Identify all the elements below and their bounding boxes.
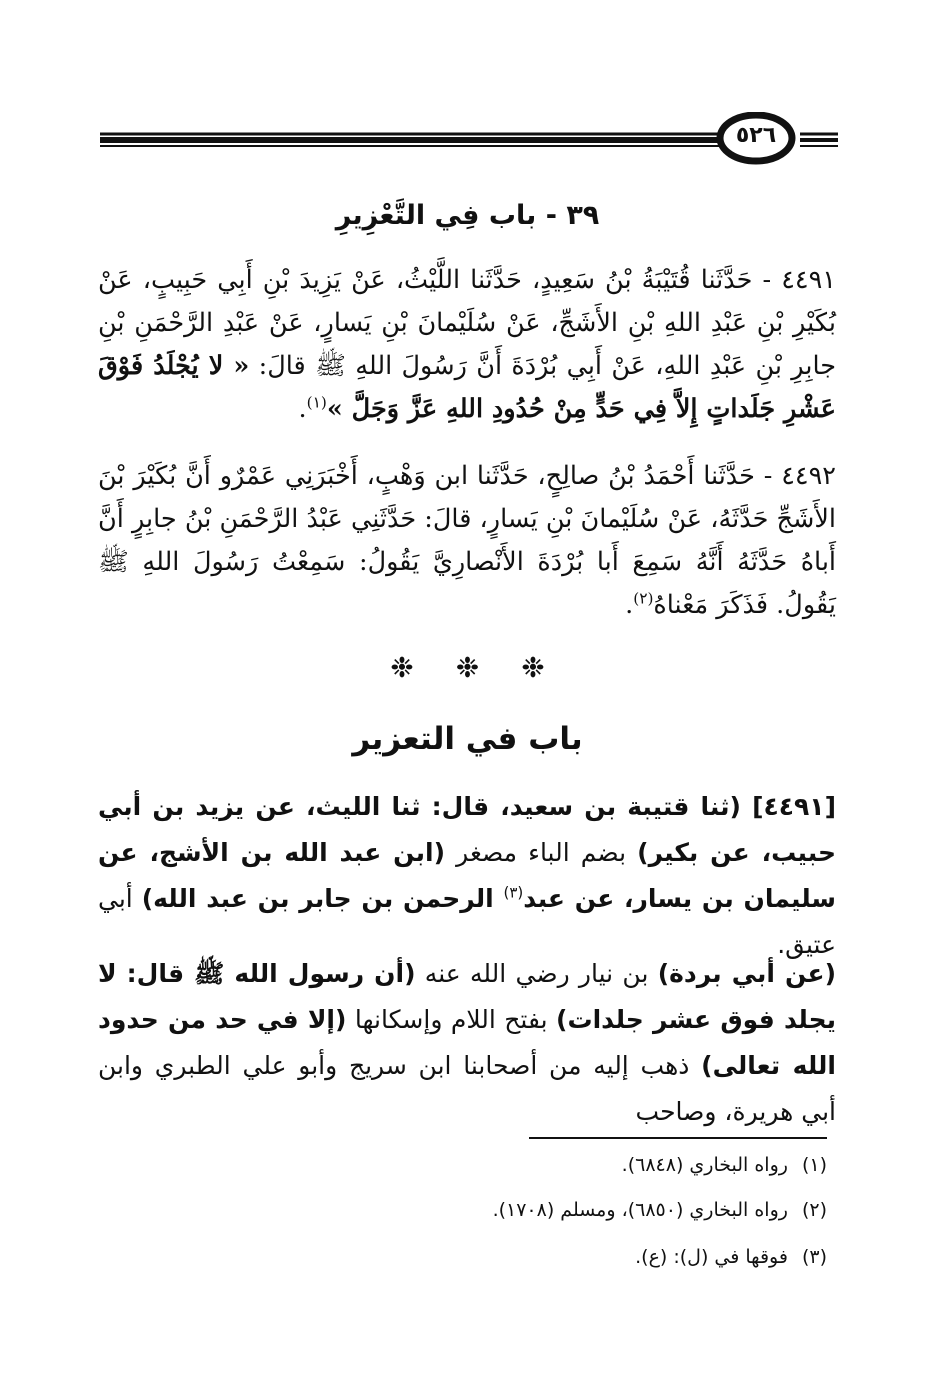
footnote-rule — [529, 1137, 827, 1139]
hadith-number: ٤٤٩٢ — [781, 461, 836, 491]
commentary-text: أبي عتيق. — [98, 884, 836, 959]
separator-star: ❉ — [455, 651, 480, 684]
commentary-paragraph — [98, 951, 836, 1135]
section-separator — [100, 650, 835, 686]
hadith-quote: « لا يُجْلَدُ فَوْقَ عَشْرِ جَلَداتٍ إِلاَّ فِي حَدٍّ مِنْ حُدُودِ اللهِ عَزَّ وَجَلَّ » — [98, 351, 836, 424]
footnote-text: فوقها في (ل): (ع). — [635, 1246, 788, 1268]
chapter-title: ٣٩ - باب فِي التَّعْزِيرِ — [335, 200, 600, 231]
footnote-ref: (١) — [306, 393, 327, 412]
hadith-number: ٤٤٩١ — [781, 265, 836, 295]
hadith-4491 — [98, 259, 836, 431]
separator-star: ❉ — [390, 651, 414, 684]
commentary-text: بفتح اللام وإسكانها — [346, 1005, 557, 1034]
commentary-text: بن نيار رضي الله عنه — [415, 959, 658, 988]
commentary-bold: [٤٤٩١] (ثنا قتيبة بن سعيد، قال: ثنا الليث، عن يزيد بن أبي حبيب، عن بكير) — [98, 792, 836, 867]
footnote-number: (٢) — [801, 1199, 827, 1221]
commentary-bold: (عن أبي بردة) — [657, 959, 837, 988]
footnote-ref: (٢) — [633, 589, 654, 608]
footnote-text: رواه البخاري (٦٨٤٨). — [621, 1154, 788, 1176]
footnote-2 — [300, 1194, 827, 1226]
commentary-bold: الرحمن بن جابر بن عبد الله) — [141, 884, 504, 913]
commentary-text: بضم الباء مصغر — [445, 838, 638, 867]
hadith-4492 — [98, 455, 836, 627]
commentary-paragraph — [98, 784, 836, 968]
page-number: ٥٢٦ — [735, 123, 777, 148]
header-rule — [100, 112, 938, 172]
commentary-bold: (ابن عبد الله بن الأشج، عن سليمان بن يسار، عن عبد — [98, 838, 836, 913]
commentary-text: ذهب إليه من أصحابنا ابن سريج وأبو علي الطبري وابن أبي هريرة، وصاحب — [98, 1051, 836, 1126]
hadith-end: . — [298, 394, 307, 424]
footnote-text: رواه البخاري (٦٨٥٠)، ومسلم (١٧٠٨). — [492, 1199, 788, 1221]
hadith-text: - حَدَّثَنا أَحْمَدُ بْنُ صالِحٍ، حَدَّثَنا ابن وَهْبٍ، أَخْبَرَنِي عَمْرٌو أَنَّ بُكَيْرَ بْنَ الأَشَجِّ حَدَّثَهُ، عَنْ سُلَيْمانَ بْنِ يَسارٍ، قالَ: حَدَّثَنِي عَبْدُ الرَّحْمَنِ بْنُ جابِرٍ أَنَّ أَباهُ حَدَّثَهُ أَنَّهُ سَمِعَ أَبا بُرْدَةَ الأَنْصارِيَّ يَقُولُ: سَمِعْتُ رَسُولَ اللهِ ﷺ يَقُولُ. فَذَكَرَ مَعْناهُ — [98, 461, 836, 620]
footnote-number: (٣) — [801, 1246, 827, 1268]
hadith-text: - حَدَّثَنا قُتَيْبَةُ بْنُ سَعِيدٍ، حَدَّثَنا اللَّيْثُ، عَنْ يَزِيدَ بْنِ أَبِي حَبِيبٍ، عَنْ بُكَيْرِ بْنِ عَبْدِ اللهِ بْنِ الأَشَجِّ، عَنْ سُلَيْمانَ بْنِ يَسارٍ، عَنْ عَبْدِ الرَّحْمَنِ بْنِ جابِرِ بْنِ عَبْدِ اللهِ، عَنْ أَبِي بُرْدَةَ أَنَّ رَسُولَ اللهِ ﷺ قالَ: — [98, 265, 836, 381]
hadith-end: . — [625, 590, 634, 620]
footnote-3 — [300, 1241, 827, 1273]
commentary-bold: (إلا في حد من حدود الله تعالى) — [98, 1005, 836, 1080]
footnote-ref: (٣) — [503, 883, 524, 902]
footnote-number: (١) — [801, 1154, 827, 1176]
section-title: باب في التعزير — [352, 721, 583, 757]
commentary-bold: (أن رسول الله ﷺ قال: لا يجلد فوق عشر جلدات) — [98, 959, 836, 1034]
footnote-1 — [300, 1149, 827, 1181]
separator-star: ❉ — [521, 651, 545, 684]
